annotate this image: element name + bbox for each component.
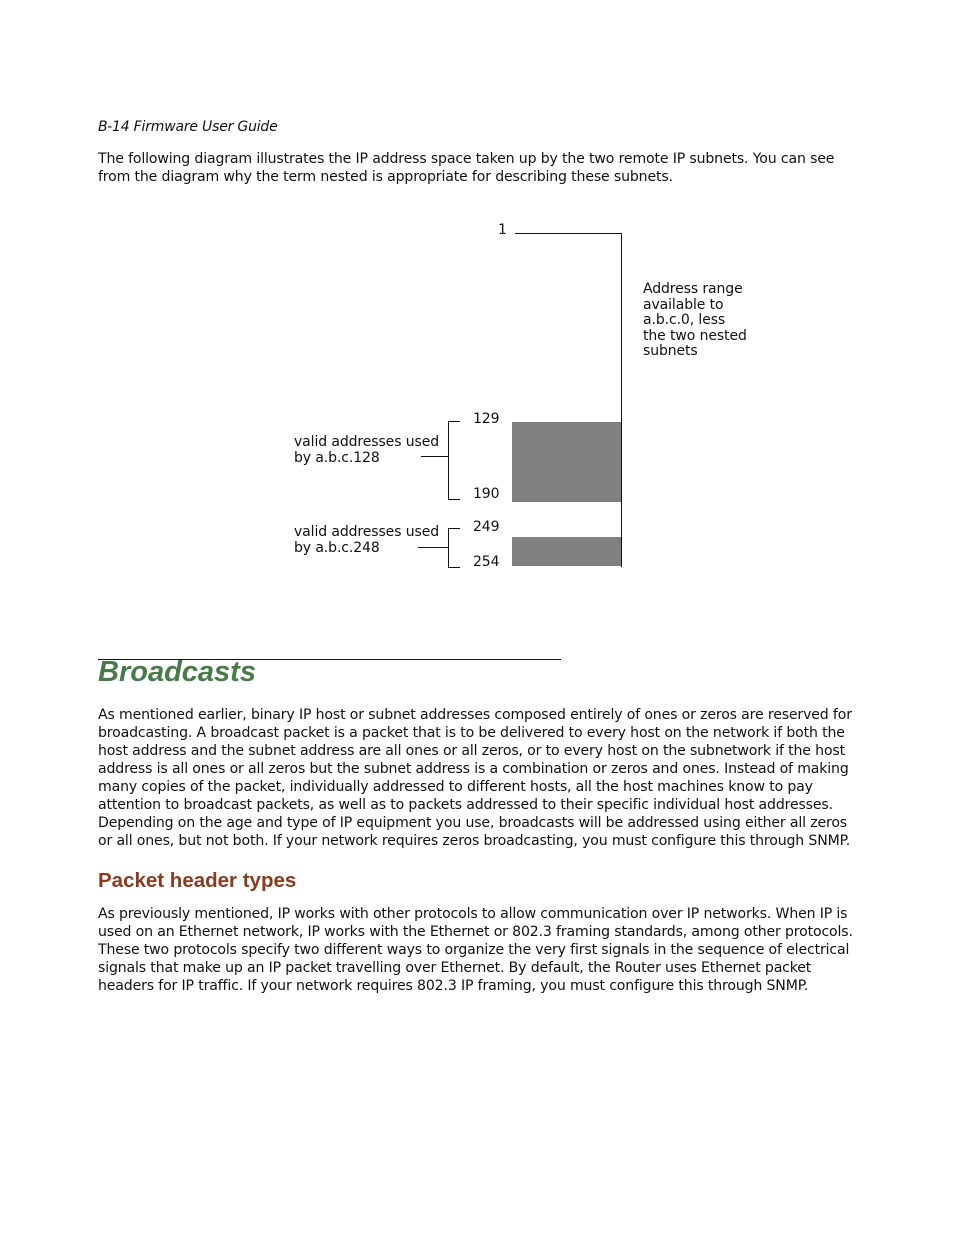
packet-header-types-paragraph: As previously mentioned, IP works with other protocols to allow communication over IP networks. When IP is used on an Ethernet network, IP works with the Ethernet or 802.3 framing standards, among other protocols. These two protocols specify two different ways to organize the very first signals in the sequence of electrical signals that make up an IP packet travelling over Ethernet. By default, the Router uses Ethernet packet headers for IP traffic. If your network requires 802.3 IP framing, you must configure this through SNMP. <box>98 906 853 994</box>
label-address-254: 254 <box>473 554 500 570</box>
top-connector-line <box>515 233 622 234</box>
subnet-248-band <box>512 537 621 566</box>
label-address-129: 129 <box>473 411 500 427</box>
bracket-248-bottom-tick <box>448 567 460 568</box>
broadcasts-heading: Broadcasts <box>98 656 256 688</box>
intro-paragraph: The following diagram illustrates the IP address space taken up by the two remote IP subnets. You can see from the diagram why the term nested is appropriate for describing these subnets. <box>98 151 835 185</box>
subnet-248-label: valid addresses used by a.b.c.248 <box>294 524 440 556</box>
label-address-249: 249 <box>473 519 500 535</box>
label-address-190: 190 <box>473 486 500 502</box>
bracket-248-vertical <box>448 528 449 568</box>
bracket-248-top-tick <box>448 528 460 529</box>
running-header: B-14 Firmware User Guide <box>98 119 278 135</box>
bracket-128-vertical <box>448 421 449 500</box>
bracket-128-top-tick <box>448 421 460 422</box>
broadcasts-paragraph: As mentioned earlier, binary IP host or subnet addresses composed entirely of ones or zeros are reserved for broadcasting. A broadcast packet is a packet that is to be delivered to every host on the network if both the host address and the subnet address are all ones or all zeros, or to every host on the subnetwork if the host address is all ones or all zeros but the subnet address is a combination or zeros and ones. Instead of making many copies of the packet, individually addressed to different hosts, all the host machines know to pay attention to broadcast packets, as well as to packets addressed to their specific individual host addresses. Depending on the age and type of IP equipment you use, broadcasts will be addressed using either all zeros or all ones, but not both. If your network requires zeros broadcasting, you must configure this through SNMP. <box>98 707 852 849</box>
subnet-128-band <box>512 422 621 502</box>
address-range-note: Address range available to a.b.c.0, less the two nested subnets <box>643 281 747 359</box>
subnet-128-label: valid addresses used by a.b.c.128 <box>294 434 440 466</box>
address-range-bar <box>621 233 622 567</box>
label-address-1: 1 <box>498 222 507 238</box>
bracket-128-bottom-tick <box>448 499 460 500</box>
packet-header-types-heading: Packet header types <box>98 869 297 892</box>
